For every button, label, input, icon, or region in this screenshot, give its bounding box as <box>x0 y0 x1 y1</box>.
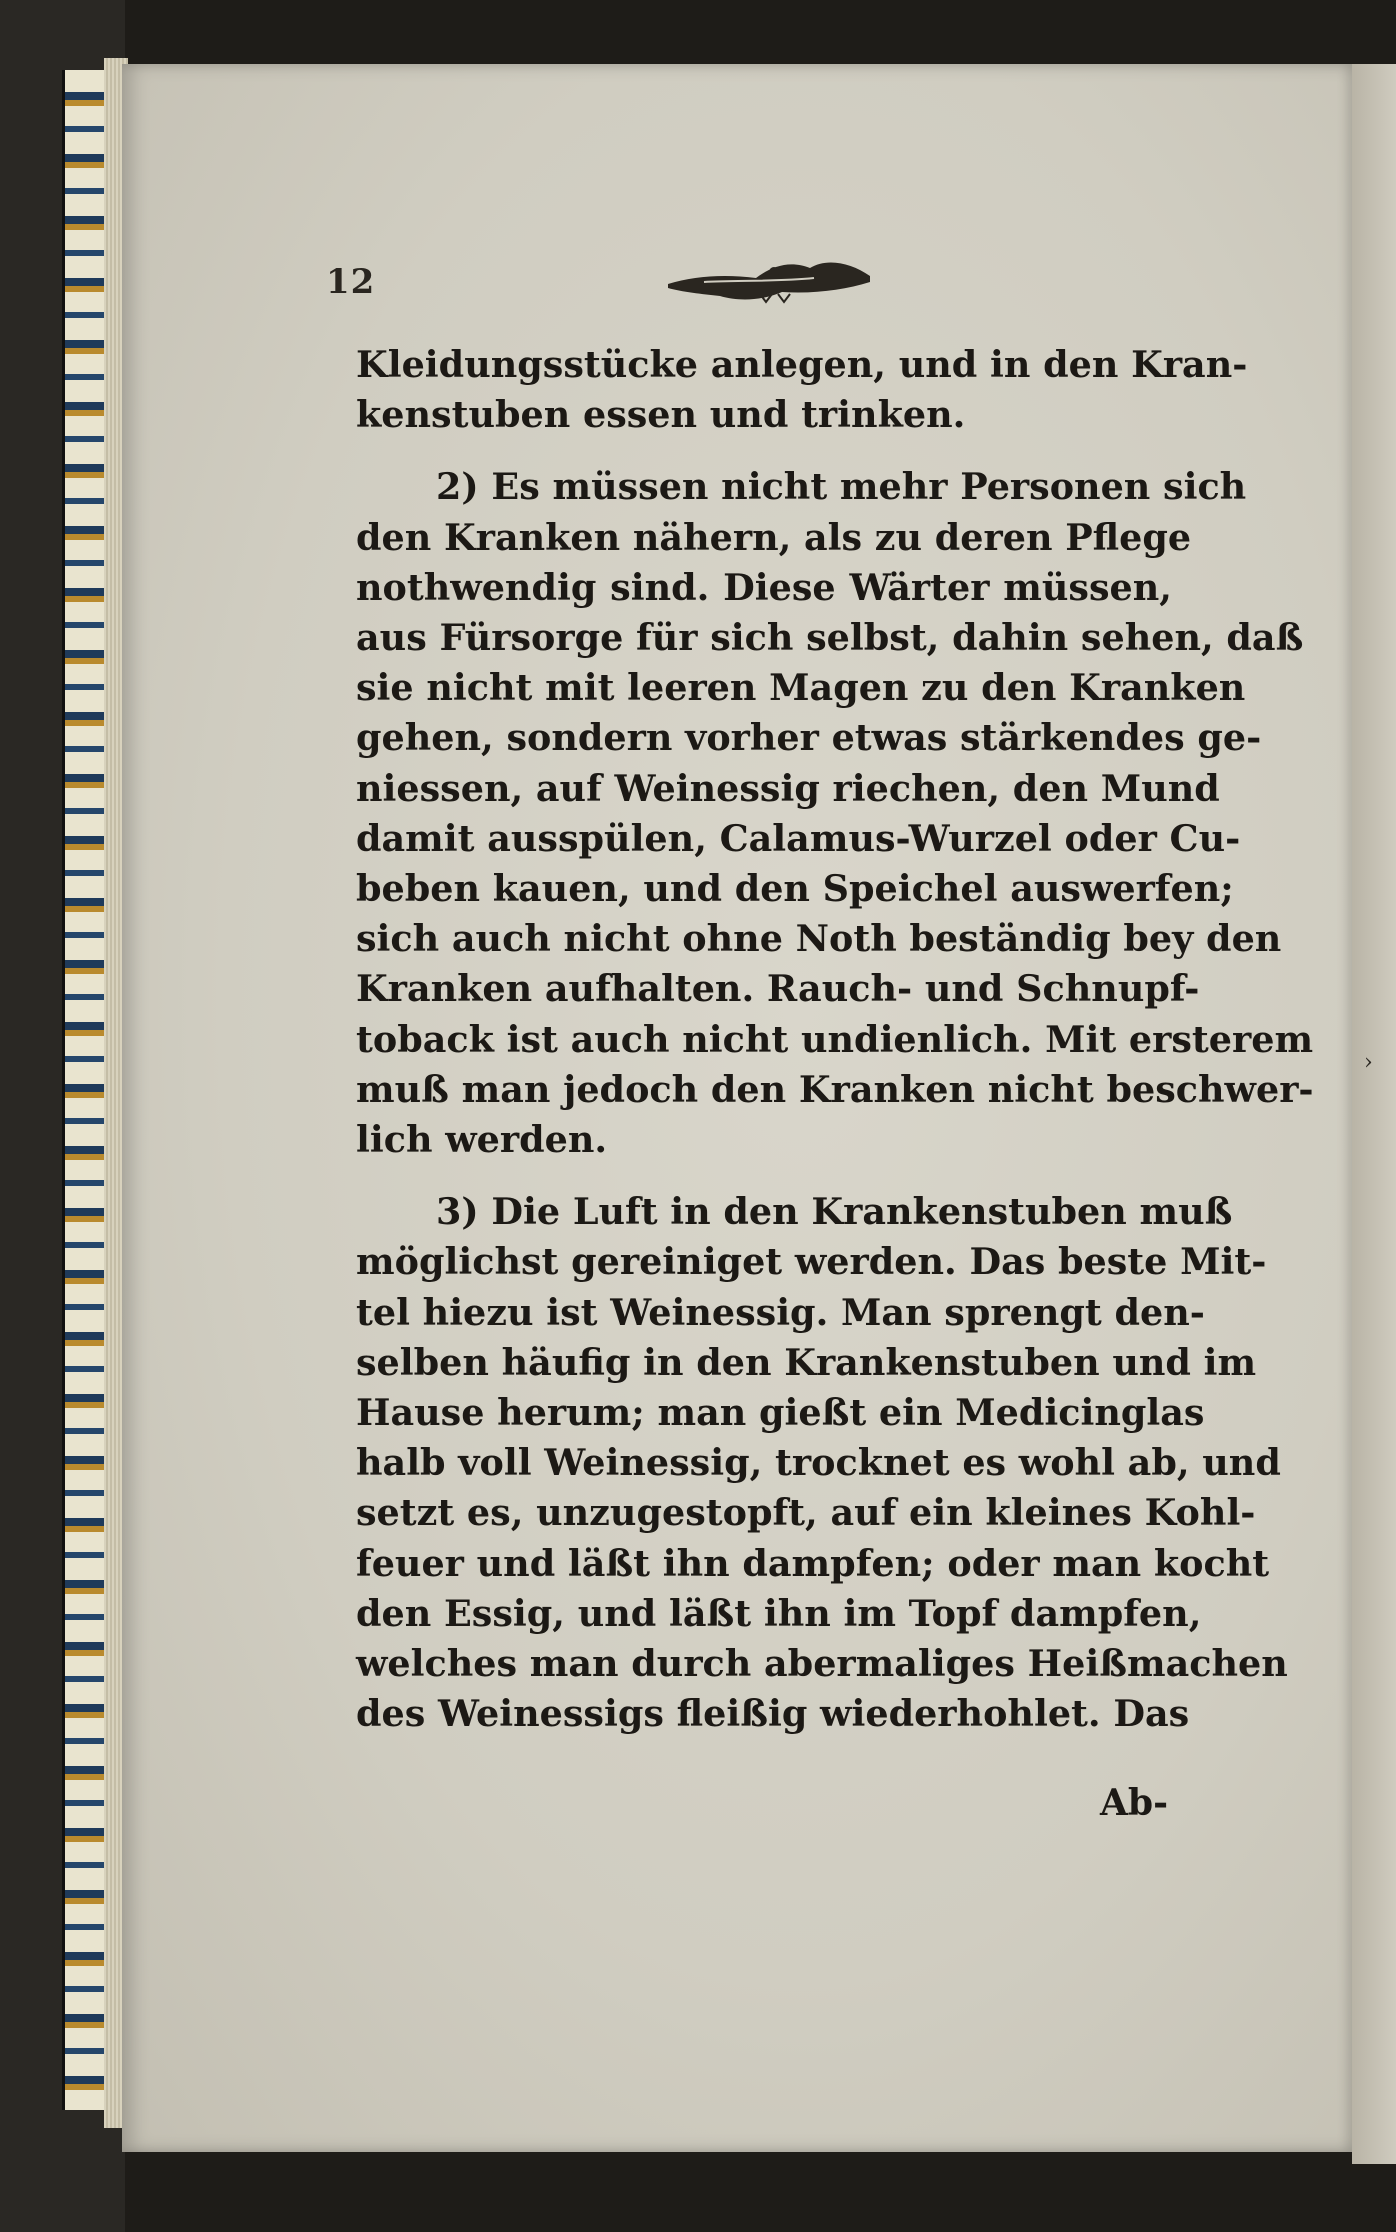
text-line: sich auch nicht ohne Noth beständig bey den <box>356 917 1282 961</box>
text-line: damit ausspülen, Calamus-Wurzel oder Cu- <box>356 816 1241 860</box>
text-line: halb voll Weinessig, trocknet es wohl ab, und <box>356 1441 1281 1485</box>
paragraph-gap <box>356 440 1172 462</box>
text-line: niessen, auf Weinessig riechen, den Mund <box>356 766 1220 810</box>
text-line: 3) Die Luft in den Krankenstuben muß <box>436 1190 1233 1234</box>
text-line: des Weinessigs fleißig wiederhohlet. Das <box>356 1692 1190 1736</box>
text-line: Kranken aufhalten. Rauch- und Schnupf- <box>356 967 1200 1011</box>
margin-mark: › <box>1364 1050 1373 1075</box>
text-line: Kleidungsstücke anlegen, und in den Kran- <box>356 343 1248 386</box>
text-line: welches man durch abermaliges Heißmachen <box>356 1642 1288 1686</box>
text-line: Hause herum; man gießt ein Medicinglas <box>356 1391 1205 1435</box>
text-line: setzt es, unzugestopft, auf ein kleines Kohl- <box>356 1491 1256 1535</box>
text-line: lich werden. <box>356 1118 608 1162</box>
catchword: Ab- <box>1100 1782 1169 1824</box>
text-line: den Essig, und läßt ihn im Topf dampfen, <box>356 1591 1202 1635</box>
page-number: 12 <box>326 262 376 302</box>
text-line: gehen, sondern vorher etwas stärkendes ge- <box>356 716 1262 760</box>
text-line: den Kranken nähern, als zu deren Pflege <box>356 515 1192 559</box>
text-line: aus Fürsorge für sich selbst, dahin sehen, daß <box>356 616 1304 660</box>
text-line: feuer und läßt ihn dampfen; oder man kocht <box>356 1541 1270 1585</box>
text-line: kenstuben essen und trinken. <box>356 393 966 437</box>
facing-page-edge <box>1352 64 1396 2164</box>
text-line: toback ist auch nicht undienlich. Mit ersterem <box>356 1017 1314 1061</box>
paragraph-gap <box>356 1165 1172 1187</box>
text-line: beben kauen, und den Speichel auswerfen; <box>356 867 1234 911</box>
text-line: 2) Es müssen nicht mehr Personen sich <box>436 465 1247 509</box>
text-line: möglichst gereiniget werden. Das beste Mit- <box>356 1240 1267 1284</box>
printer-ornament-icon <box>664 250 874 308</box>
text-line: nothwendig sind. Diese Wärter müssen, <box>356 565 1172 609</box>
text-line: selben häufig in den Krankenstuben und im <box>356 1340 1257 1384</box>
text-line: sie nicht mit leeren Magen zu den Kranken <box>356 666 1246 710</box>
body-text <box>356 340 1314 1739</box>
text-line: tel hiezu ist Weinessig. Man sprengt den- <box>356 1290 1205 1334</box>
text-line: muß man jedoch den Kranken nicht beschwer- <box>356 1067 1314 1111</box>
